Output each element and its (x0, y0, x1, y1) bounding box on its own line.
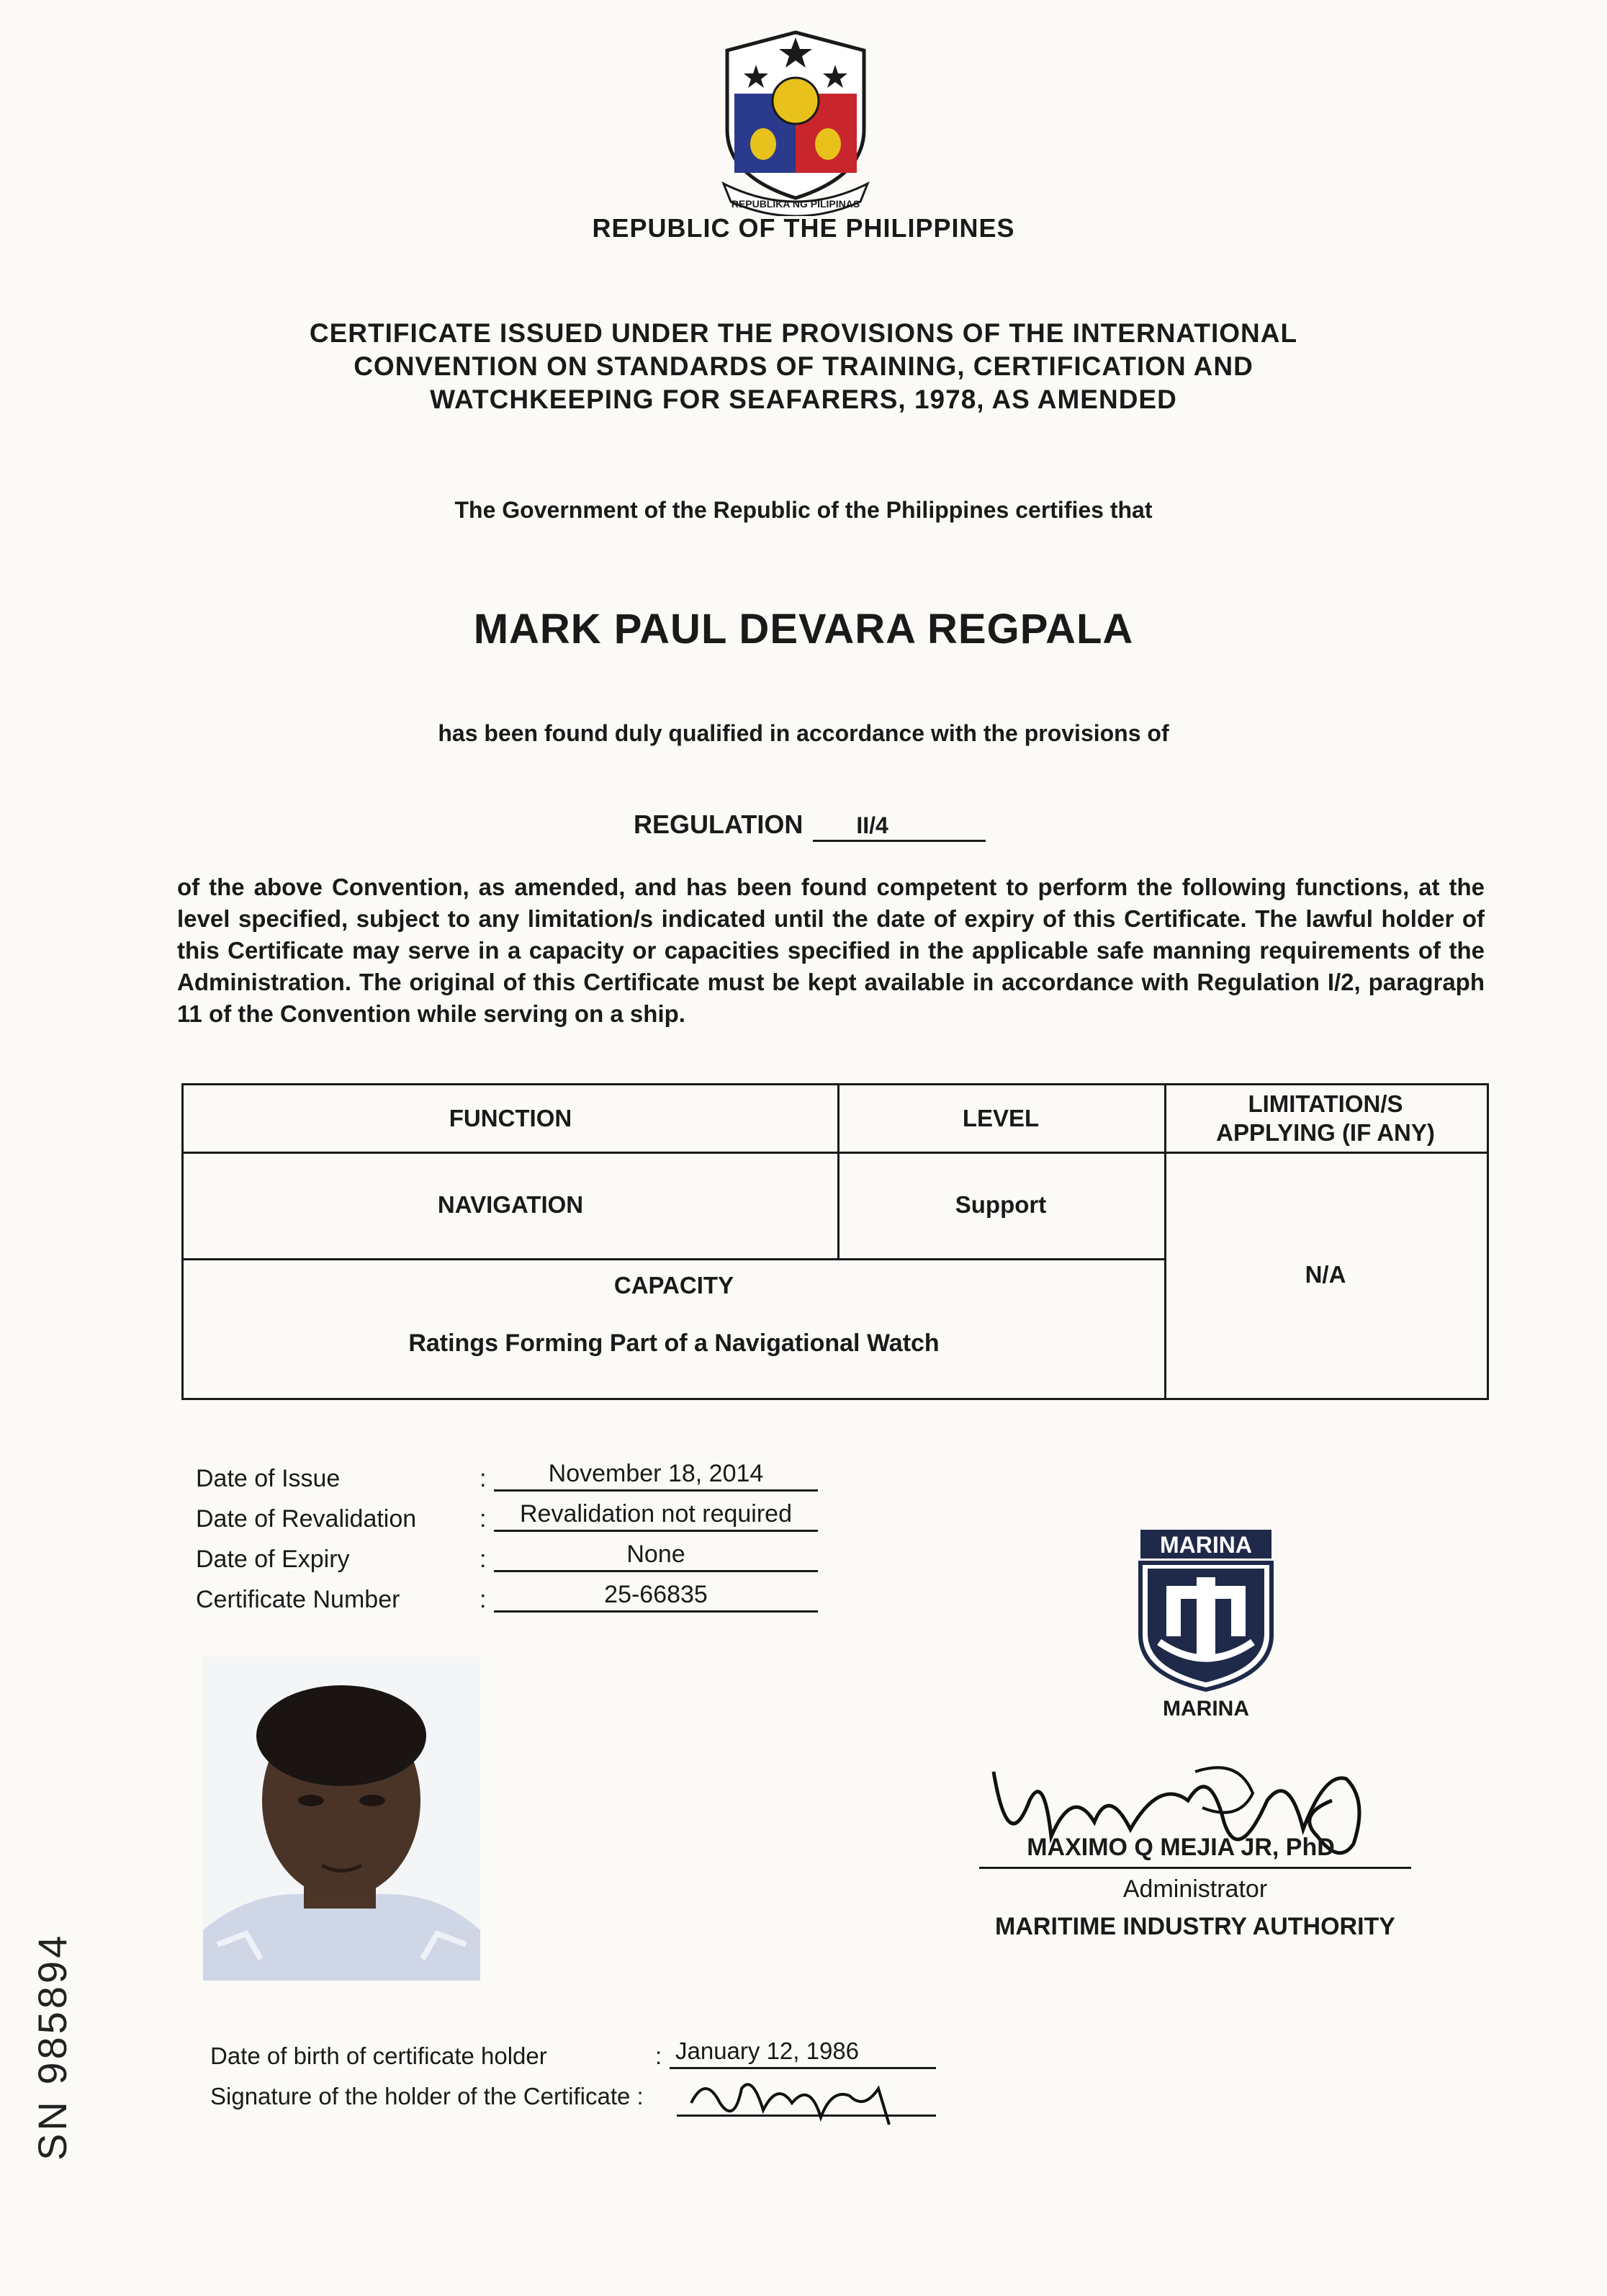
limitations-value: N/A (1305, 1261, 1346, 1288)
colon: : (480, 1465, 487, 1492)
marina-logo-icon (1138, 1527, 1274, 1692)
regulation-value: II/4 (813, 811, 986, 842)
date-of-issue-label: Date of Issue (196, 1465, 341, 1492)
administrator-name: MAXIMO Q MEJIA JR, PhD (1027, 1834, 1335, 1861)
administrator-title: Administrator (1122, 1875, 1268, 1903)
cert-number-value: 25-66835 (494, 1579, 818, 1613)
capacity-value: Ratings Forming Part of a Navigational Watch (408, 1329, 940, 1357)
regulation-line (634, 810, 986, 842)
function-value: NAVIGATION (437, 1191, 584, 1218)
revalidation-label: Date of Revalidation (196, 1505, 417, 1533)
certifies-text: The Government of the Republic of the Philippines certifies that (454, 497, 1153, 523)
holder-photo (203, 1656, 480, 1981)
heading-line-2: CONVENTION ON STANDARDS OF TRAINING, CERTIFICATION AND (354, 351, 1253, 381)
expiry-label: Date of Expiry (196, 1546, 350, 1573)
header-function: FUNCTION (449, 1105, 572, 1131)
header-limitations-line-1: LIMITATION/S (1248, 1090, 1403, 1117)
heading-line-3: WATCHKEEPING FOR SEAFARERS, 1978, AS AMENDED (430, 385, 1177, 414)
provisions-paragraph: of the above Convention, as amended, and has been found competent to perform the following functions, at the level specified, subject to any limitation/s indicated until the date of expiry of this Certificate. The lawful holder of this Certificate may serve in a capacity or capacities specified in the applicable safe manning requirements of the Administration. The original of this Certificate must be kept available in accordance with Regulation I/2, paragraph 11 of the Convention while serving on a ship. (177, 874, 1485, 1027)
expiry-value: None (494, 1538, 818, 1572)
dob-value: January 12, 1986 (670, 2035, 936, 2069)
dob-label: Date of birth of certificate holder (210, 2042, 547, 2069)
colon: : (480, 1546, 487, 1573)
issuing-authority: MARITIME INDUSTRY AUTHORITY (995, 1913, 1395, 1940)
regulation-label: REGULATION (634, 810, 804, 839)
colon: : (480, 1505, 487, 1533)
signature-line (979, 1867, 1411, 1869)
qualified-text: has been found duly qualified in accordance with the provisions of (438, 720, 1169, 746)
dob-colon: : (655, 2042, 662, 2069)
capacity-label: CAPACITY (613, 1272, 734, 1299)
holder-name: MARK PAUL DEVARA REGPALA (473, 606, 1134, 653)
revalidation-value: Revalidation not required (494, 1498, 818, 1532)
marina-caption: MARINA (1163, 1697, 1249, 1721)
holder-signature-label: Signature of the holder of the Certificate : (210, 2083, 644, 2109)
marina-logo-text: MARINA (1160, 1532, 1252, 1558)
header-level: LEVEL (962, 1105, 1040, 1131)
level-value: Support (955, 1191, 1047, 1218)
functions-table (181, 1083, 1489, 1400)
philippine-seal-icon (713, 22, 878, 216)
country-title: REPUBLIC OF THE PHILIPPINES (592, 213, 1015, 243)
colon: : (480, 1586, 487, 1613)
header-limitations-line-2: APPLYING (IF ANY) (1216, 1119, 1435, 1146)
header-limitations (1164, 1085, 1487, 1152)
table-divider (184, 1258, 1164, 1260)
heading-line-1: CERTIFICATE ISSUED UNDER THE PROVISIONS OF THE INTERNATIONAL (309, 318, 1298, 348)
certificate-heading (216, 317, 1391, 416)
holder-signature-icon (684, 2067, 900, 2132)
seal-ribbon-text: REPUBLIKA NG PILIPINAS (731, 198, 860, 210)
cert-number-label: Certificate Number (196, 1586, 400, 1613)
serial-number: SN 985894 (30, 1932, 75, 2161)
date-of-issue-value: November 18, 2014 (494, 1458, 818, 1492)
